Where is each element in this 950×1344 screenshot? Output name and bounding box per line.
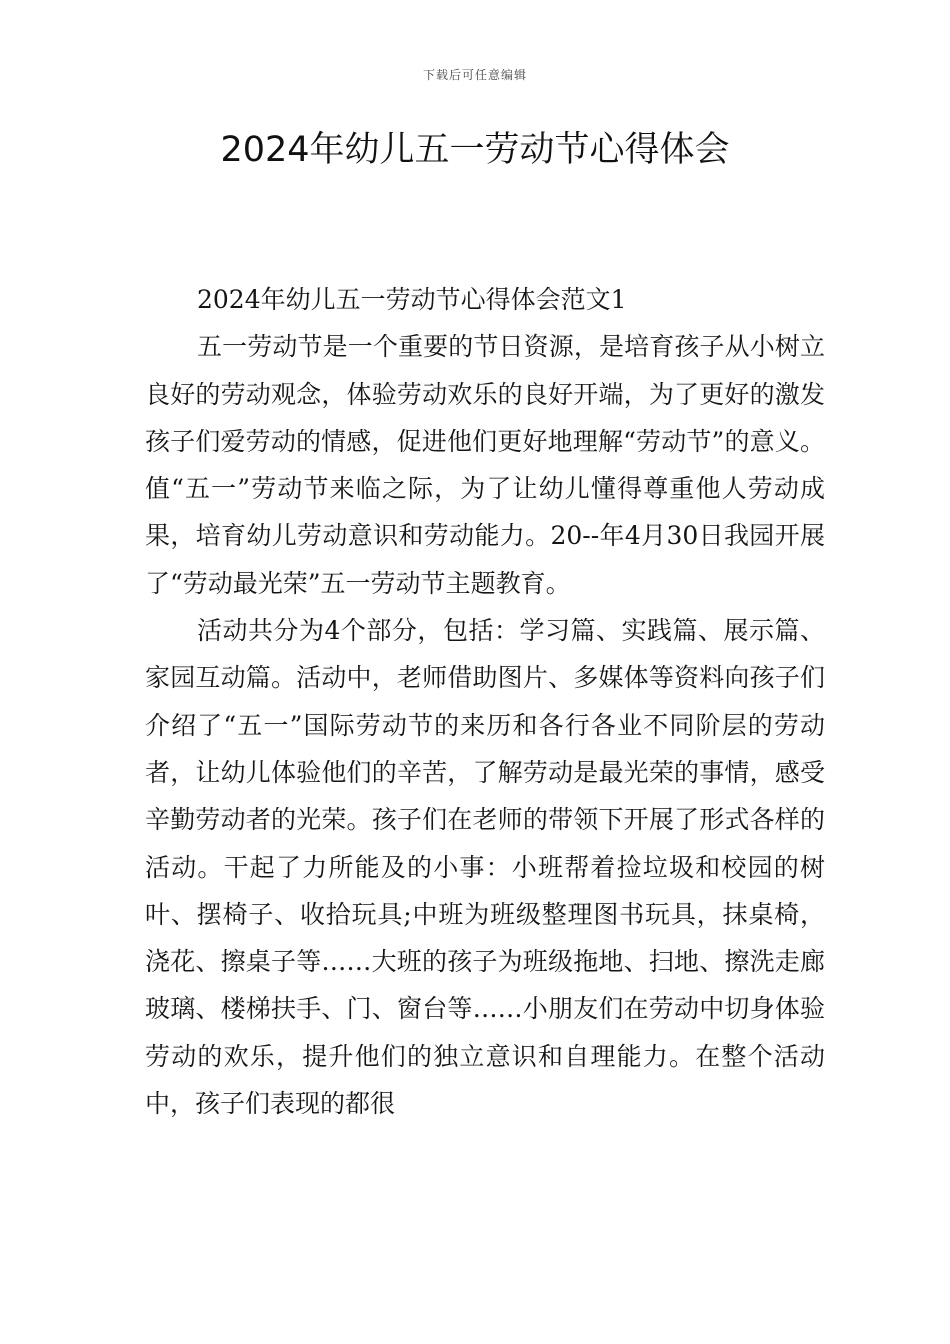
document-body (145, 276, 825, 1127)
header-note: 下载后可任意编辑 (422, 68, 527, 82)
paragraph-2: 活动共分为4个部分，包括：学习篇、实践篇、展示篇、家园互动篇。活动中，老师借助图片、多媒体等资料向孩子们介绍了“五一”国际劳动节的来历和各行各业不同阶层的劳动者，让幼儿体验他们的辛苦，了解劳动是最光荣的事情，感受辛勤劳动者的光荣。孩子们在老师的带领下开展了形式各样的活动。干起了力所能及的小事：小班帮着捡垃圾和校园的树叶、摆椅子、收拾玩具;中班为班级整理图书玩具，抹桌椅，浇花、擦桌子等……大班的孩子为班级拖地、扫地、擦洗走廊玻璃、楼梯扶手、门、窗台等……小朋友们在劳动中切身体验劳动的欢乐，提升他们的独立意识和自理能力。在整个活动中，孩子们表现的都很 (145, 616, 825, 1119)
document-title: 2024年幼儿五一劳动节心得体会 (220, 130, 730, 170)
paragraph-1: 五一劳动节是一个重要的节日资源，是培育孩子从小树立良好的劳动观念，体验劳动欢乐的良好开端，为了更好的激发孩子们爱劳动的情感，促进他们更好地理解“劳动节”的意义。值“五一”劳动节来临之际，为了让幼儿懂得尊重他人劳动成果，培育幼儿劳动意识和劳动能力。20--年4月30日我园开展了“劳动最光荣”五一劳动节主题教育。 (145, 332, 825, 598)
section-heading: 2024年幼儿五一劳动节心得体会范文1 (197, 285, 627, 314)
